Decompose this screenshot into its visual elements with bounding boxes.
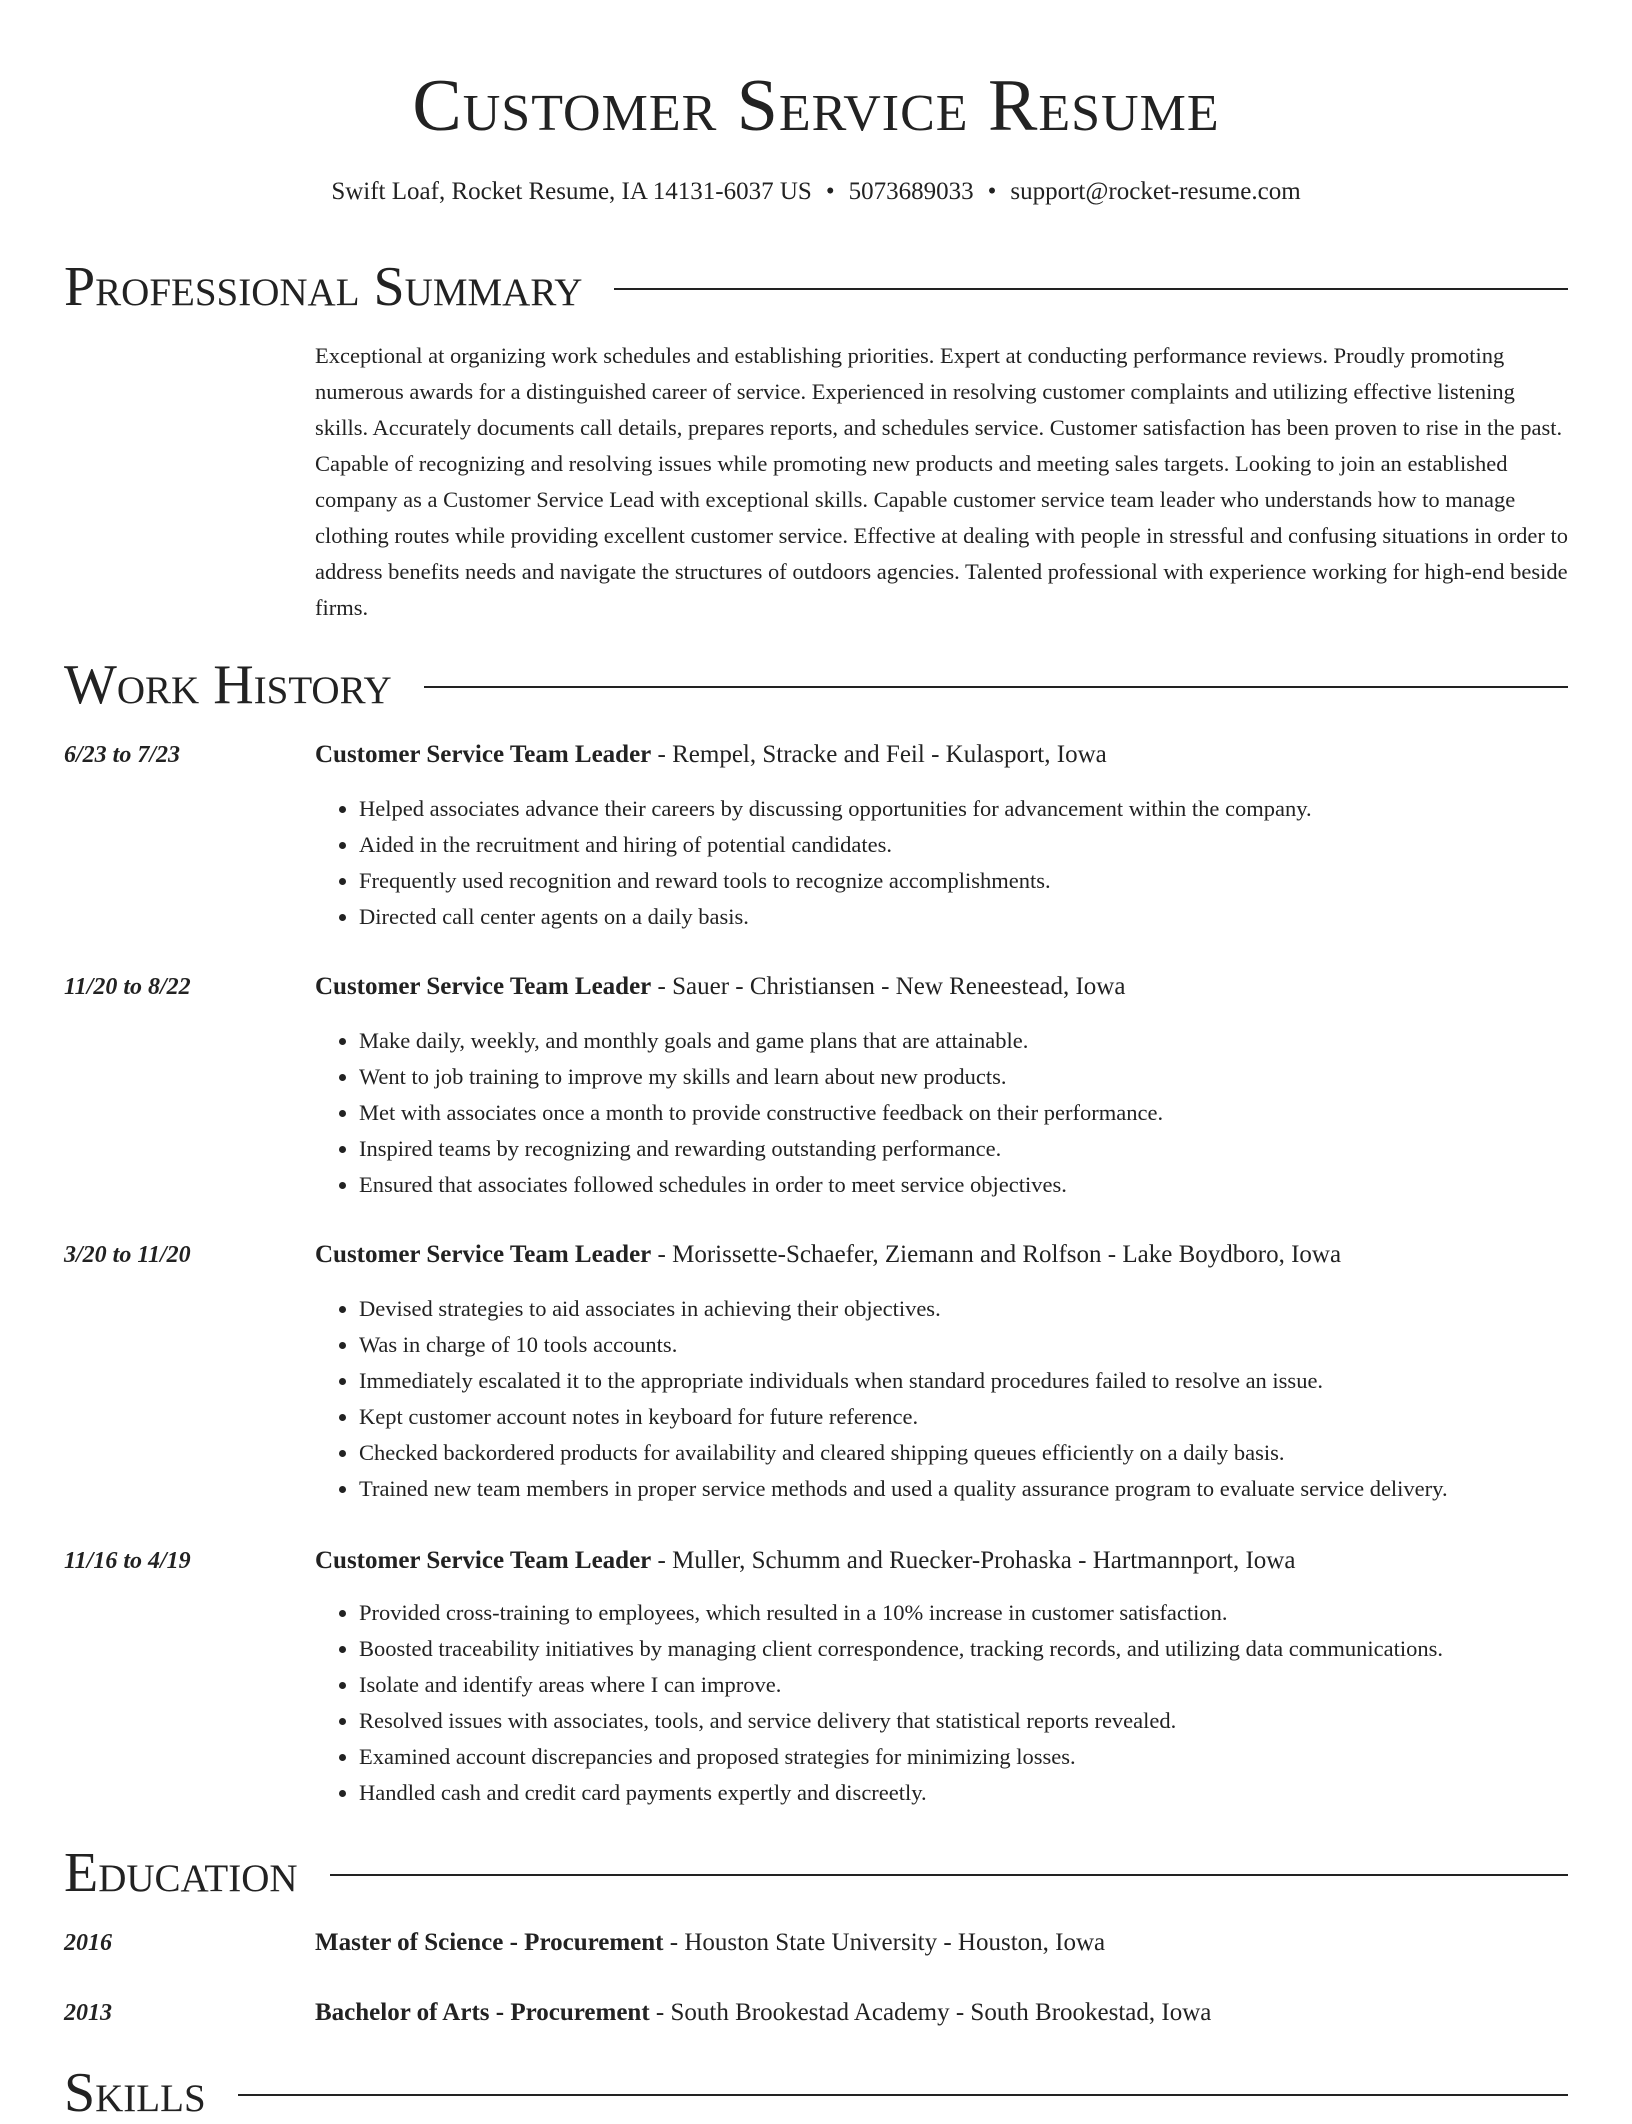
job-employer: - Rempel, Stracke and Feil - Kulasport, Iowa [651,741,1107,768]
summary-text: Exceptional at organizing work schedules and establishing priorities. Expert at conducting performance reviews. Proudly promoting numerous awards for a distinguished career of service. Experienced in resolving customer complaints and utilizing effective listening skills. Accurately documents call details, prepares reports, and schedules service. Customer satisfaction has been proven to rise in the past. Capable of recognizing and resolving issues while promoting new products and meeting sales targets. Looking to join an established company as a Customer Service Lead with exceptional skills. Capable customer service team leader who understands how to manage clothing routes while providing excellent customer service. Effective at dealing with people in stressful and confusing situations in order to address benefits needs and navigate the structures of outdoors agencies. Talented professional with experience working for high-end beside firms. [315,343,1569,620]
education-school: - South Brookestad Academy - South Brookestad, Iowa [649,1999,1212,2026]
job-bullet: • Was in charge of 10 tools accounts. [359,1327,1629,1363]
job-bullet: • Met with associates once a month to provide constructive feedback on their performance. [359,1095,1629,1131]
job-bullet: • Examined account discrepancies and proposed strategies for minimizing losses. [359,1739,1629,1775]
job-title: Customer Service Team Leader [315,1241,652,1268]
job-bullets [315,1023,1629,1203]
job-bullet: • Isolate and identify areas where I can improve. [359,1667,1629,1703]
job-employer: - Sauer - Christiansen - New Reneestead, Iowa [651,973,1126,1000]
education-year: 2016 [64,1930,112,1956]
job-bullet: • Kept customer account notes in keyboard for future reference. [359,1399,1629,1435]
job-heading [315,1543,1295,1579]
job-bullet: • Aided in the recruitment and hiring of potential candidates. [359,827,1629,863]
job-bullet: • Trained new team members in proper service methods and used a quality assurance program to evaluate service delivery. [359,1471,1629,1507]
work-section-header [64,654,1568,716]
summary-section-title: Professional Summary [64,256,583,318]
job-bullet: • Frequently used recognition and reward tools to recognize accomplishments. [359,863,1629,899]
job-dates: 3/20 to 11/20 [64,1242,191,1268]
job-dates: 11/16 to 4/19 [64,1548,191,1574]
education-entry [315,1925,1105,1961]
education-section-title: Education [64,1842,298,1904]
resume-title: Customer Service Resume [412,65,1220,147]
job-bullet: • Resolved issues with associates, tools, and service delivery that statistical reports revealed. [359,1703,1629,1739]
work-section-title: Work History [64,654,392,716]
job-bullet: • Inspired teams by recognizing and rewarding outstanding performance. [359,1131,1629,1167]
job-bullet: • Boosted traceability initiatives by managing client correspondence, tracking records, and utilizing data communications. [359,1631,1629,1667]
contact-phone: 5073689033 [848,178,974,205]
job-bullets [315,791,1629,935]
skills-section-title: Skills [64,2062,206,2124]
education-entry [315,1995,1211,2031]
education-degree: Master of Science - Procurement [315,1929,664,1956]
contact-line [0,174,1632,210]
section-divider [330,1874,1568,1876]
section-divider [614,288,1568,290]
job-dates: 6/23 to 7/23 [64,742,181,768]
job-bullet: • Ensured that associates followed schedules in order to meet service objectives. [359,1167,1629,1203]
job-title: Customer Service Team Leader [315,973,652,1000]
job-bullet: • Helped associates advance their careers by discussing opportunities for advancement within the company. [359,791,1629,827]
summary-section-header [64,256,1568,318]
job-bullet: • Make daily, weekly, and monthly goals and game plans that are attainable. [359,1023,1629,1059]
education-section-header [64,1842,1568,1904]
education-year: 2013 [64,2000,112,2026]
job-bullets [315,1595,1629,1811]
job-heading [315,737,1107,773]
job-heading [315,969,1125,1005]
job-bullet: • Devised strategies to aid associates in achieving their objectives. [359,1291,1629,1327]
job-employer: - Morissette-Schaefer, Ziemann and Rolfson - Lake Boydboro, Iowa [651,1241,1342,1268]
skills-section-header [64,2062,1568,2124]
contact-email: support@rocket-resume.com [1010,178,1301,205]
section-divider [238,2094,1568,2096]
job-bullet: • Directed call center agents on a daily basis. [359,899,1629,935]
job-employer: - Muller, Schumm and Ruecker-Prohaska - Hartmannport, Iowa [651,1547,1296,1574]
contact-address: Swift Loaf, Rocket Resume, IA 14131-6037 US [331,178,812,205]
section-divider [424,686,1568,688]
job-bullet: • Went to job training to improve my skills and learn about new products. [359,1059,1629,1095]
job-bullet: • Provided cross-training to employees, which resulted in a 10% increase in customer satisfaction. [359,1595,1629,1631]
job-title: Customer Service Team Leader [315,1547,652,1574]
job-title: Customer Service Team Leader [315,741,652,768]
job-bullet: • Immediately escalated it to the appropriate individuals when standard procedures failed to resolve an issue. [359,1363,1629,1399]
job-dates: 11/20 to 8/22 [64,974,191,1000]
contact-separator: • [987,178,997,205]
education-degree: Bachelor of Arts - Procurement [315,1999,650,2026]
job-bullet: • Checked backordered products for availability and cleared shipping queues efficiently on a daily basis. [359,1435,1629,1471]
job-heading [315,1237,1341,1273]
education-school: - Houston State University - Houston, Iowa [663,1929,1106,1956]
contact-separator: • [825,178,835,205]
job-bullet: • Handled cash and credit card payments expertly and discreetly. [359,1775,1629,1811]
job-bullets [315,1291,1629,1507]
